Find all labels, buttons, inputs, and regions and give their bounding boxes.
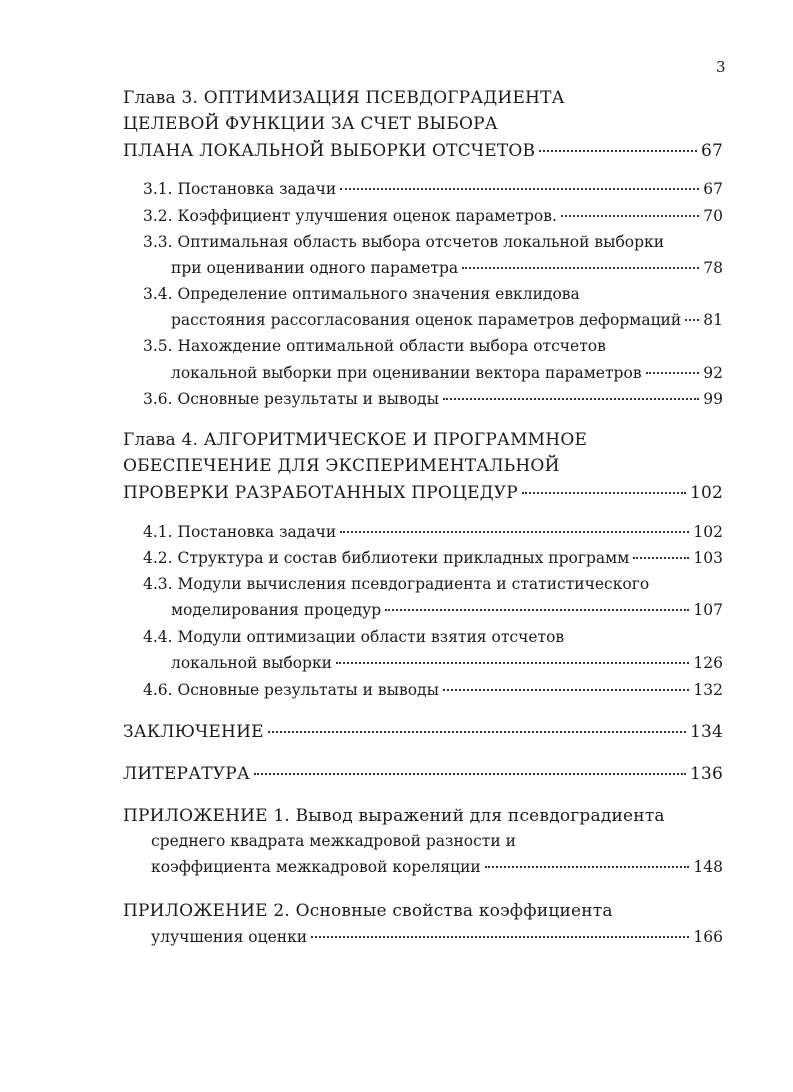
dot-leader (561, 215, 699, 217)
toc-entry-3-4-line-2: расстояния рассогласования оценок параметров деформаций 81 (171, 311, 723, 329)
dot-leader (443, 398, 699, 400)
chapter-3-title-line-1: Глава 3. ОПТИМИЗАЦИЯ ПСЕВДОГРАДИЕНТА (123, 88, 565, 108)
dot-leader (311, 936, 689, 938)
appendix-1-line-2: среднего квадрата межкадровой разности и (151, 832, 516, 850)
chapter-3-page: 67 (700, 141, 723, 161)
dot-leader (254, 773, 686, 775)
appendix-1-line-3: коэффициента межкадровой кореляции 148 (151, 858, 723, 876)
chapter-4-title-line-3: ПРОВЕРКИ РАЗРАБОТАННЫХ ПРОЦЕДУР 102 (123, 483, 723, 503)
dot-leader (685, 319, 699, 321)
chapter-4-title-line-1: Глава 4. АЛГОРИТМИЧЕСКОЕ И ПРОГРАММНОЕ (123, 430, 588, 450)
dot-leader (539, 150, 697, 152)
dot-leader (340, 531, 689, 533)
dot-leader (336, 662, 689, 664)
dot-leader (268, 731, 686, 733)
toc-entry-3-1: 3.1. Постановка задачи 67 (143, 180, 723, 198)
appendix-1-line-1: ПРИЛОЖЕНИЕ 1. Вывод выражений для псевдоградиента (123, 806, 665, 826)
appendix-2-line-1: ПРИЛОЖЕНИЕ 2. Основные свойства коэффициента (123, 901, 613, 921)
dot-leader (462, 267, 699, 269)
toc-entry-3-5-line-1: 3.5. Нахождение оптимальной области выбора отсчетов (143, 337, 606, 355)
toc-entry-conclusion: ЗАКЛЮЧЕНИЕ 134 (123, 722, 723, 742)
toc-entry-3-3-line-2: при оценивании одного параметра 78 (171, 259, 723, 277)
dot-leader (522, 492, 686, 494)
dot-leader (443, 689, 689, 691)
toc-entry-4-3-line-1: 4.3. Модули вычисления псевдоградиента и статистического (143, 575, 650, 593)
page-number: 3 (716, 58, 726, 76)
chapter-3-title-line-2: ЦЕЛЕВОЙ ФУНКЦИИ ЗА СЧЕТ ВЫБОРА (123, 114, 498, 134)
toc-entry-4-2: 4.2. Структура и состав библиотеки прикладных программ 103 (143, 549, 723, 567)
toc-entry-4-4-line-1: 4.4. Модули оптимизации области взятия отсчетов (143, 628, 565, 646)
toc-entry-4-6: 4.6. Основные результаты и выводы 132 (143, 681, 723, 699)
dot-leader (633, 557, 689, 559)
dot-leader (646, 372, 700, 374)
chapter-3-title-line-3: ПЛАНА ЛОКАЛЬНОЙ ВЫБОРКИ ОТСЧЕТОВ 67 (123, 141, 723, 161)
chapter-4-page: 102 (689, 483, 723, 503)
dot-leader (385, 609, 689, 611)
appendix-2-line-2: улучшения оценки 166 (151, 928, 723, 946)
toc-entry-4-3-line-2: моделирования процедур 107 (171, 601, 723, 619)
chapter-4-title-line-2: ОБЕСПЕЧЕНИЕ ДЛЯ ЭКСПЕРИМЕНТАЛЬНОЙ (123, 456, 560, 476)
toc-entry-3-2: 3.2. Коэффициент улучшения оценок параметров. 70 (143, 207, 723, 225)
dot-leader (485, 866, 690, 868)
toc-entry-3-5-line-2: локальной выборки при оценивании вектора параметров 92 (171, 364, 723, 382)
toc-entry-4-1: 4.1. Постановка задачи 102 (143, 523, 723, 541)
toc-entry-3-3-line-1: 3.3. Оптимальная область выбора отсчетов локальной выборки (143, 233, 665, 251)
dot-leader (340, 188, 699, 190)
toc-entry-4-4-line-2: локальной выборки 126 (171, 654, 723, 672)
toc-entry-3-6: 3.6. Основные результаты и выводы 99 (143, 390, 723, 408)
toc-entry-3-4-line-1: 3.4. Определение оптимального значения евклидова (143, 285, 580, 303)
toc-entry-literature: ЛИТЕРАТУРА 136 (123, 764, 723, 784)
